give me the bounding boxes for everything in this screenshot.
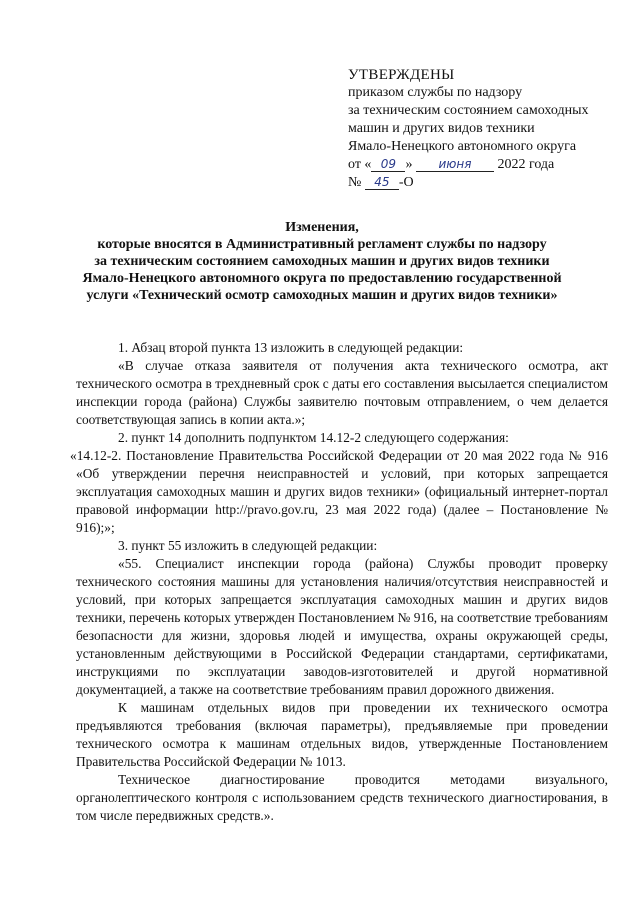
title-line: которые вносятся в Административный регламент службы по надзору: [97, 237, 547, 252]
document-body: [70, 339, 608, 825]
paragraph-quote-1: «В случае отказа заявителя от получения акта технического осмотра, акт технического осмотра в трехдневный срок с даты его составления высылается специалистом инспекции города (района) Службы заявителю почтовым отправлением, о чем делается соответствующая запись в копии акта.»;: [76, 358, 608, 427]
approval-block: [348, 66, 628, 192]
title-line: услуги «Технический осмотр самоходных машин и других видов техники»: [86, 288, 558, 303]
date-prefix: от «: [348, 157, 372, 172]
handwritten-day: 09: [371, 157, 405, 172]
handwritten-month: июня: [416, 157, 494, 172]
title-line: за техническим состоянием самоходных машин и других видов техники: [94, 254, 550, 269]
document-title: [40, 219, 604, 304]
date-mid: »: [405, 157, 413, 172]
approval-heading: УТВЕРЖДЕНЫ: [348, 67, 455, 83]
approval-number: [348, 174, 628, 192]
paragraph-quote-3: «55. Специалист инспекции города (района) Службы проводит проверку технического состояния машины для установления наличия/отсутствия неисправностей и условий, при которых запрещается эксплуатация самоходных машин и других видов техники, перечень которых утвержден Постановлением № 916, на соответствие требованиям безопасности для жизни, здоровья людей и имущества, охраны окружающей среды, установленным действующими в Российской Федерации стандартами, сертификатами, инструкциями по эксплуатации заводов-изготовителей и другой нормативной документацией, а также на соответствие требованиям правил дорожного движения.: [76, 556, 608, 697]
paragraph-quote-2: «14.12-2. Постановление Правительства Российской Федерации от 20 мая 2022 года № 916 «Об утверждении перечня неисправностей и условий, при которых запрещается эксплуатация самоходных машин и других видов техники» (официальный интернет-портал правовой информации http://pravo.gov.ru, 23 мая 2022 года) (далее – Постановление № 916);»;: [70, 448, 608, 535]
paragraph-item-3: 3. пункт 55 изложить в следующей редакции:: [118, 538, 378, 553]
approval-line: за техническим состоянием самоходных: [348, 103, 589, 118]
number-prefix: №: [348, 175, 362, 190]
approval-date: [348, 156, 628, 174]
approval-line: машин и других видов техники: [348, 121, 535, 136]
title-line: Изменения,: [285, 220, 359, 235]
date-year: 2022 года: [497, 157, 555, 172]
paragraph-item-1: 1. Абзац второй пункта 13 изложить в следующей редакции:: [118, 340, 464, 355]
title-line: Ямало-Ненецкого автономного округа по предоставлению государственной: [82, 271, 562, 286]
paragraph-requirements: К машинам отдельных видов при проведении их технического осмотра предъявляются требования (включая параметры), предъявляемые при проведении технического осмотра к машинам отдельных видов, утвержденные Постановлением Правительства Российской Федерации № 1013.: [76, 700, 608, 769]
handwritten-number: 45: [365, 175, 399, 190]
number-suffix: -О: [398, 175, 414, 190]
approval-line: приказом службы по надзору: [348, 85, 523, 100]
approval-line: Ямало-Ненецкого автономного округа: [348, 139, 577, 154]
paragraph-diagnostics: Техническое диагностирование проводится методами визуального, органолептического контроля с использованием средств технического диагностирования, в том числе передвижных средств.».: [76, 772, 608, 823]
paragraph-item-2: 2. пункт 14 дополнить подпунктом 14.12-2 следующего содержания:: [118, 430, 509, 445]
